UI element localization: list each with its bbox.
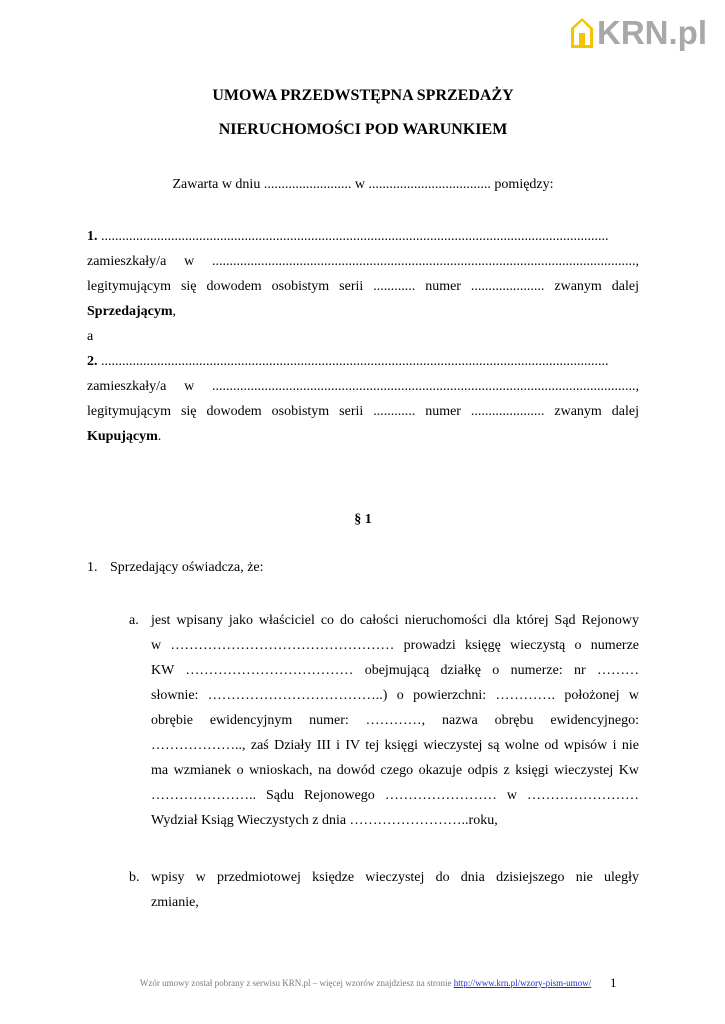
sub-item-b-content xyxy=(151,865,639,915)
sub-item-a xyxy=(129,608,639,833)
sub-item-b-line: wpisy w przedmiotowej księdze wieczystej do dnia dzisiejszego nie uległy xyxy=(151,870,639,885)
sub-item-b-line: zmianie, xyxy=(151,895,199,910)
footer-text: Wzór umowy został pobrany z serwisu KRN.pl – więcej wzorów znajdziesz na stronie xyxy=(139,978,454,988)
logo-text: KRN.pl xyxy=(597,14,707,51)
party-1-role-suffix: , xyxy=(172,304,177,319)
sub-item-a-line: ………………….. Sądu Rejonowego …………………… w …………………… xyxy=(151,788,639,803)
sub-item-b-letter: b. xyxy=(129,870,140,885)
sub-item-a-line: obrębie ewidencyjnym numer: …………, nazwa obrębu ewidencyjnego: xyxy=(151,713,639,728)
party-1-dots: ................................................................................................................................................. xyxy=(101,229,609,244)
item-1-number: 1. xyxy=(87,560,98,575)
party-2-role-line xyxy=(87,424,639,449)
party-2-address: zamieszkały/a w ........................................................................................................................., xyxy=(87,379,639,394)
contract-intro: Zawarta w dniu ......................... w ................................... pomiędzy: xyxy=(172,177,554,192)
sub-item-a-letter: a. xyxy=(129,613,139,628)
party-2-line xyxy=(87,349,639,374)
party-2-role: Kupującym xyxy=(87,429,158,444)
party-1-role-line xyxy=(87,299,639,324)
party-2-number: 2. xyxy=(87,354,98,369)
numbered-item-1 xyxy=(87,560,639,576)
title-line-2: NIERUCHOMOŚCI POD WARUNKIEM xyxy=(218,121,508,138)
sub-item-a-line: KW ……………………………… obejmującą działkę o numerze: nr ……… xyxy=(151,663,639,678)
krn-logo[interactable] xyxy=(570,14,707,52)
sub-item-a-content xyxy=(151,608,639,833)
party-1-line xyxy=(87,224,639,249)
footer-link[interactable]: http://www.krn.pl/wzory-pism-umow/ xyxy=(453,978,592,988)
document-body xyxy=(87,86,639,915)
party-1-address: zamieszkały/a w ........................................................................................................................., xyxy=(87,254,639,269)
sub-item-a-line: w ………………………………………… prowadzi księgę wieczystą o numerze xyxy=(151,638,639,653)
party-2-id-line: legitymującym się dowodem osobistym serii ............ numer ..................... zwanym dalej xyxy=(87,404,639,419)
page-number: 1 xyxy=(610,975,617,990)
sub-item-a-line: jest wpisany jako właściciel co do całości nieruchomości dla której Sąd Rejonowy xyxy=(151,613,639,628)
party-1-id-line: legitymującym się dowodem osobistym serii ............ numer ..................... zwanym dalej xyxy=(87,279,639,294)
sub-item-a-line: słownie: ………………………………..) o powierzchni: …………. położonej w xyxy=(151,688,639,703)
title-line-1: UMOWA PRZEDWSTĘPNA SPRZEDAŻY xyxy=(212,87,514,104)
party-2-dots: ................................................................................................................................................. xyxy=(101,354,609,369)
sub-item-a-line: ma wzmianek o wnioskach, na dowód czego okazuje odpis z księgi wieczystej Kw xyxy=(151,763,639,778)
sub-item-a-line: ……………….., zaś Działy III i IV tej księgi wieczystej są wolne od wpisów i nie xyxy=(151,738,639,753)
item-1-text: Sprzedający oświadcza, że: xyxy=(110,560,264,575)
party-1-role: Sprzedającym xyxy=(87,304,173,319)
sub-item-b xyxy=(129,865,639,915)
party-1-number: 1. xyxy=(87,229,98,244)
connector: a xyxy=(87,329,94,344)
parties-section xyxy=(87,224,639,449)
party-2-role-suffix: . xyxy=(157,429,162,444)
sub-item-a-line: Wydział Ksiąg Wieczystych z dnia ……………………..roku, xyxy=(151,813,498,828)
section-heading: § 1 xyxy=(354,512,372,527)
house-icon xyxy=(570,16,594,50)
